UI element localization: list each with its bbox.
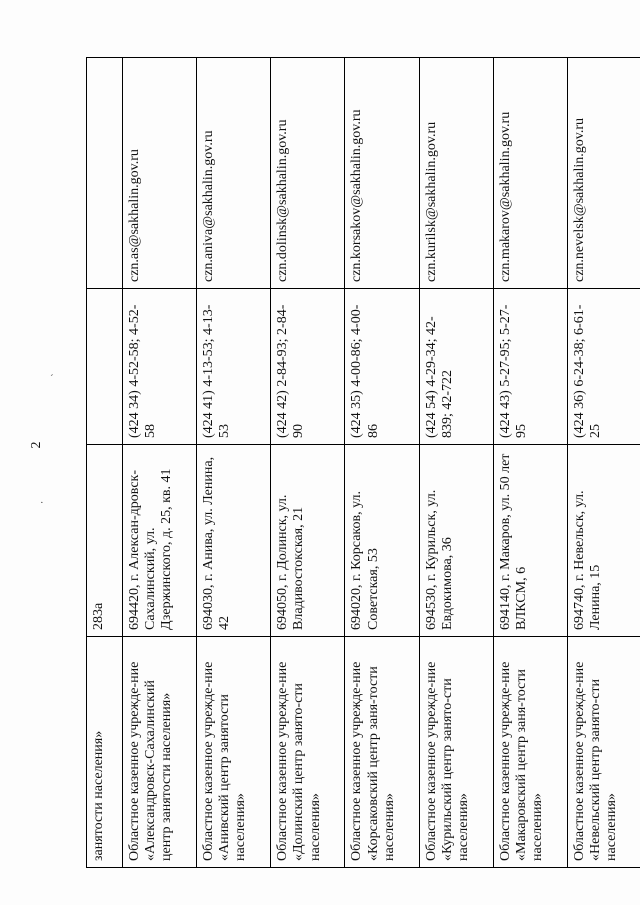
cell-email: czn.kurilsk@sakhalin.gov.ru xyxy=(419,58,493,289)
cell-email xyxy=(87,58,123,289)
table-row xyxy=(271,58,345,868)
cell-email: czn.nevelsk@sakhalin.gov.ru xyxy=(567,58,640,289)
cell-phone: (424 41) 4-13-53; 4-13-53 xyxy=(197,289,271,445)
scan-speck: · xyxy=(40,497,44,509)
table-row xyxy=(419,58,493,868)
cell-address: 694530, г. Курильск, ул. Евдокимова, 36 xyxy=(419,445,493,637)
cell-phone: (424 34) 4-52-58; 4-52-58 xyxy=(123,289,197,445)
cell-name: Областное казенное учрежде-ние «Анивский центр занятости населения» xyxy=(197,637,271,868)
cell-phone: (424 36) 6-24-38; 6-61-25 xyxy=(567,289,640,445)
cell-address: 283а xyxy=(87,445,123,637)
cell-address: 694020, г. Корсаков, ул. Советская, 53 xyxy=(345,445,419,637)
employment-centers-table xyxy=(86,57,640,868)
cell-email: czn.makarov@sakhalin.gov.ru xyxy=(493,58,567,289)
cell-address: 694030, г. Анива, ул. Ленина, 42 xyxy=(197,445,271,637)
cell-phone xyxy=(87,289,123,445)
table-row xyxy=(493,58,567,868)
table-row xyxy=(345,58,419,868)
cell-address: 694140, г. Макаров, ул. 50 лет ВЛКСМ, 6 xyxy=(493,445,567,637)
table-row-continuation xyxy=(87,58,123,868)
cell-phone: (424 43) 5-27-95; 5-27-95 xyxy=(493,289,567,445)
cell-phone: (424 35) 4-00-86; 4-00-86 xyxy=(345,289,419,445)
cell-address: 694740, г. Невельск, ул. Ленина, 15 xyxy=(567,445,640,637)
rotated-table-wrapper xyxy=(86,58,640,868)
cell-name: Областное казенное учрежде-ние «Долинский центр занято-сти населения» xyxy=(271,637,345,868)
cell-email: czn.aniva@sakhalin.gov.ru xyxy=(197,58,271,289)
cell-email: czn.dolinsk@sakhalin.gov.ru xyxy=(271,58,345,289)
cell-name: Областное казенное учрежде-ние «Курильский центр занято-сти населения» xyxy=(419,637,493,868)
cell-email: czn.as@sakhalin.gov.ru xyxy=(123,58,197,289)
cell-phone: (424 54) 4-29-34; 42-839; 42-722 xyxy=(419,289,493,445)
cell-name: Областное казенное учрежде-ние «Невельский центр занято-сти населения» xyxy=(567,637,640,868)
page-number: 2 xyxy=(29,441,44,449)
cell-address: 694420, г. Алексан-дровск-Сахалинский, ул. Дзержинского, д. 25, кв. 41 xyxy=(123,445,197,637)
cell-name: Областное казенное учрежде-ние «Александровск-Сахалинский центр занятости населения» xyxy=(123,637,197,868)
cell-phone: (424 42) 2-84-93; 2-84-90 xyxy=(271,289,345,445)
table-row xyxy=(567,58,640,868)
table-row xyxy=(123,58,197,868)
scan-speck: ´ xyxy=(50,373,54,385)
cell-name: Областное казенное учрежде-ние «Макаровский центр заня-тости населения» xyxy=(493,637,567,868)
cell-email: czn.korsakov@sakhalin.gov.ru xyxy=(345,58,419,289)
cell-address: 694050, г. Долинск, ул. Владивостокская, 21 xyxy=(271,445,345,637)
table-row xyxy=(197,58,271,868)
cell-name: Областное казенное учрежде-ние «Корсаковский центр заня-тости населения» xyxy=(345,637,419,868)
cell-name: занятости населения» xyxy=(87,637,123,868)
